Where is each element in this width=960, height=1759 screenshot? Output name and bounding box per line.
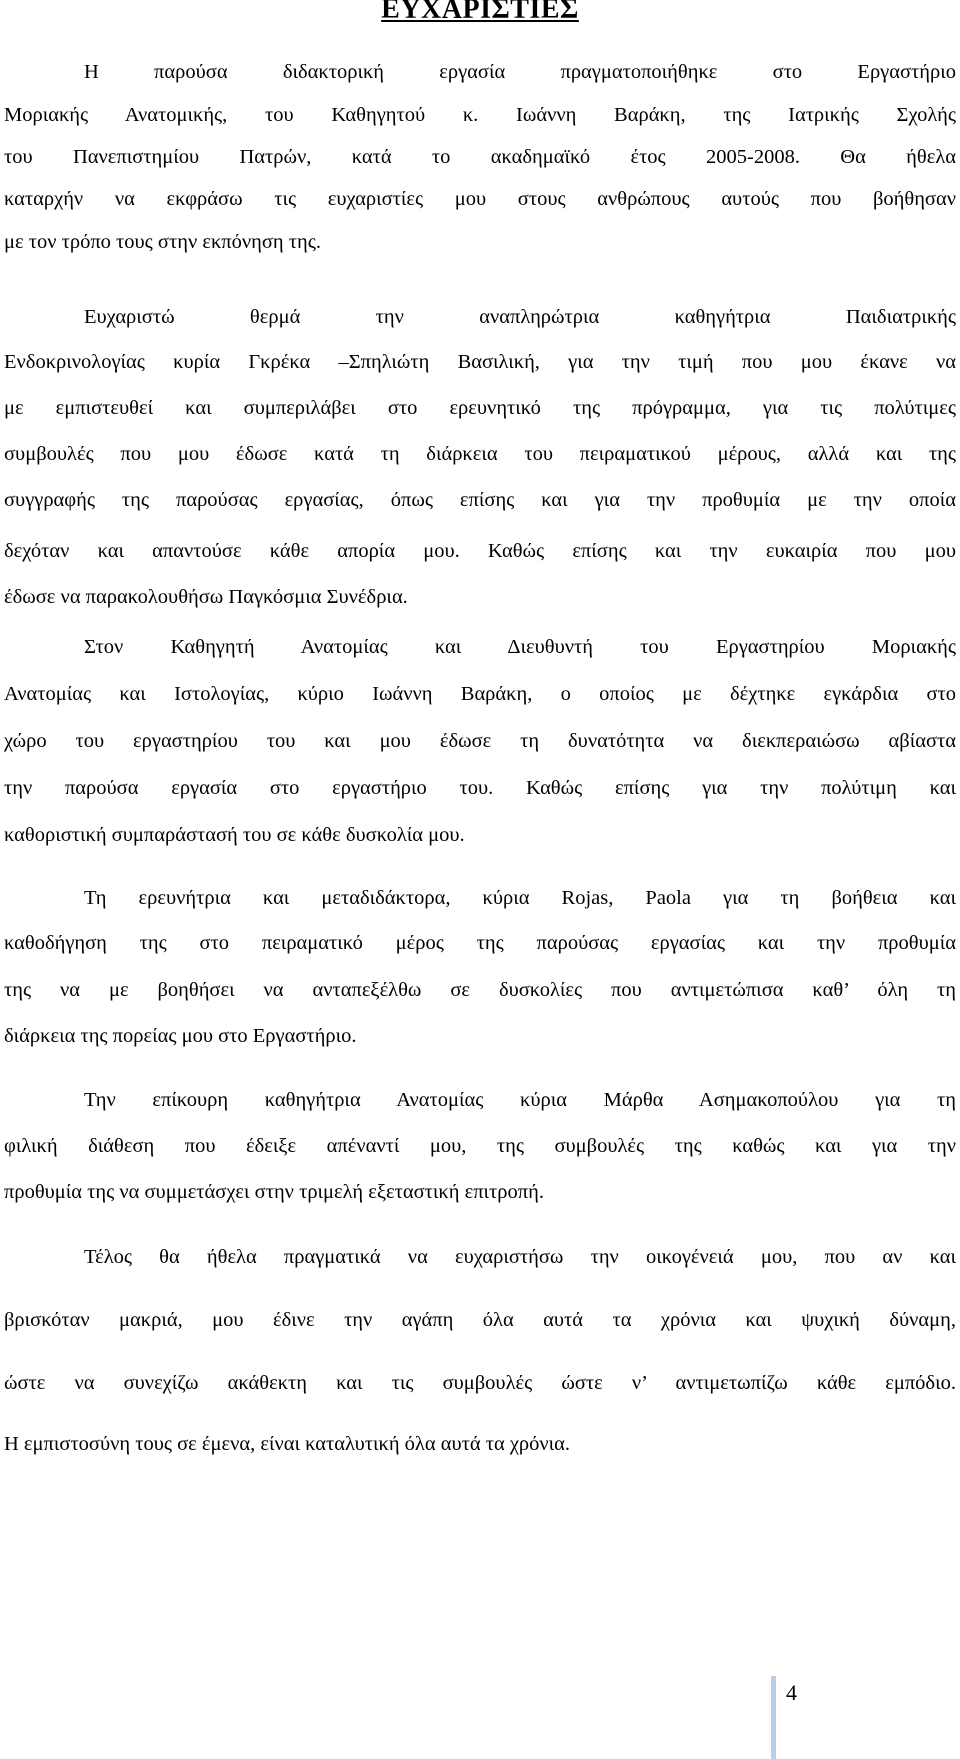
text-line: καθοριστική συμπαράστασή του σε κάθε δυσκολία μου.: [4, 824, 465, 846]
footer-rule: [771, 1676, 776, 1759]
text-line: ώστε να συνεχίζω ακάθεκτη και τις συμβουλές ώστε ν’ αντιμετωπίζω κάθε εμπόδιο.: [4, 1372, 956, 1394]
text-line: συγγραφής της παρούσας εργασίας, όπως επίσης και για την προθυμία με την οποία: [4, 489, 956, 511]
text-line: Ενδοκρινολογίας κυρία Γκρέκα –Σπηλιώτη Βασιλική, για την τιμή που μου έκανε να: [4, 351, 956, 373]
text-line: του Πανεπιστημίου Πατρών, κατά το ακαδημαϊκό έτος 2005-2008. Θα ήθελα: [4, 146, 956, 168]
text-line: συμβουλές που μου έδωσε κατά τη διάρκεια του πειραματικού μέρους, αλλά και της: [4, 443, 956, 465]
text-line: φιλική διάθεση που έδειξε απέναντί μου, της συμβουλές της καθώς και για την: [4, 1135, 956, 1157]
page-number: 4: [786, 1680, 797, 1705]
text-line: της να με βοηθήσει να ανταπεξέλθω σε δυσκολίες που αντιμετώπισα καθ’ όλη τη: [4, 979, 956, 1001]
text-line: Η εμπιστοσύνη τους σε έμενα, είναι καταλυτική όλα αυτά τα χρόνια.: [4, 1433, 571, 1455]
page-title: ΕΥΧΑΡΙΣΤΙΕΣ: [381, 0, 579, 25]
text-line: Τέλος θα ήθελα πραγματικά να ευχαριστήσω την οικογένειά μου, που αν και: [84, 1246, 956, 1268]
text-line: με εμπιστευθεί και συμπεριλάβει στο ερευνητικό της πρόγραμμα, για τις πολύτιμες: [4, 397, 956, 419]
text-line: διάρκεια της πορείας μου στο Εργαστήριο.: [4, 1025, 357, 1047]
text-line: Την επίκουρη καθηγήτρια Ανατομίας κύρια Μάρθα Ασημακοπούλου για τη: [84, 1089, 956, 1111]
text-line: καταρχήν να εκφράσω τις ευχαριστίες μου στους ανθρώπους αυτούς που βοήθησαν: [4, 188, 956, 210]
text-line: προθυμία της να συμμετάσχει στην τριμελή εξεταστική επιτροπή.: [4, 1181, 544, 1203]
text-line: δεχόταν και απαντούσε κάθε απορία μου. Καθώς επίσης και την ευκαιρία που μου: [4, 540, 956, 562]
text-line: Ανατομίας και Ιστολογίας, κύριο Ιωάννη Βαράκη, ο οποίος με δέχτηκε εγκάρδια στο: [4, 683, 956, 705]
text-line: βρισκόταν μακριά, μου έδινε την αγάπη όλα αυτά τα χρόνια και ψυχική δύναμη,: [4, 1309, 956, 1331]
text-line: χώρο του εργαστηρίου του και μου έδωσε τη δυνατότητα να διεκπεραιώσω αβίαστα: [4, 730, 956, 752]
text-line: Τη ερευνήτρια και μεταδιδάκτορα, κύρια Rojas, Paola για τη βοήθεια και: [84, 887, 956, 909]
text-line: Η παρούσα διδακτορική εργασία πραγματοποιήθηκε στο Εργαστήριο: [84, 61, 956, 83]
text-line: καθοδήγηση της στο πειραματικό μέρος της παρούσας εργασίας και την προθυμία: [4, 932, 956, 954]
text-line: Ευχαριστώ θερμά την αναπληρώτρια καθηγήτρια Παιδιατρικής: [84, 306, 956, 328]
text-line: έδωσε να παρακολουθήσω Παγκόσμια Συνέδρια.: [4, 586, 408, 608]
text-line: με τον τρόπο τους στην εκπόνηση της.: [4, 231, 321, 253]
text-line: Μοριακής Ανατομικής, του Καθηγητού κ. Ιωάννη Βαράκη, της Ιατρικής Σχολής: [4, 104, 956, 126]
text-line: την παρούσα εργασία στο εργαστήριο του. Καθώς επίσης για την πολύτιμη και: [4, 777, 956, 799]
text-line: Στον Καθηγητή Ανατομίας και Διευθυντή του Εργαστηρίου Μοριακής: [84, 636, 956, 658]
